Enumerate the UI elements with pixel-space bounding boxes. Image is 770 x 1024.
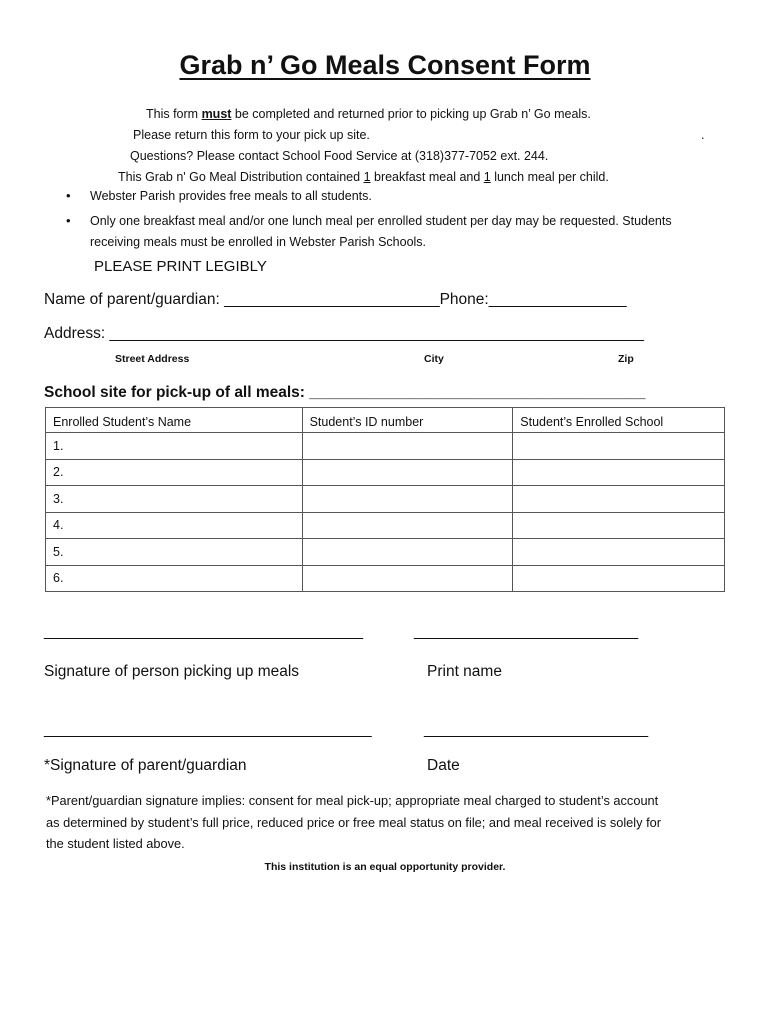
footnote-line-3: the student listed above. (46, 836, 185, 851)
enrolled-school-cell[interactable] (513, 433, 725, 460)
footnote-line-1: *Parent/guardian signature implies: consent for meal pick-up; appropriate meal charged to student’s account (46, 793, 659, 808)
enrolled-school-cell[interactable] (513, 565, 725, 592)
signature-pickup-label: Signature of person picking up meals (44, 663, 300, 680)
student-id-cell[interactable] (302, 459, 513, 486)
header-student-name: Enrolled Student’s Name (46, 408, 303, 433)
enrolled-school-cell[interactable] (513, 512, 725, 539)
intro-line-4-num1: 1 (363, 170, 371, 184)
bullet-item-2: Only one breakfast meal and/or one lunch meal per enrolled student per day may be requested. Students (90, 214, 672, 228)
intro-line-2: Please return this form to your pick up site. (133, 128, 370, 142)
address-field[interactable]: Address: ______________________________________________________________ (44, 325, 644, 342)
row-number-cell[interactable]: 6. (46, 565, 303, 592)
date-label: Date (427, 757, 460, 774)
equal-opportunity-statement: This institution is an equal opportunity provider. (264, 861, 506, 873)
table-row (46, 512, 725, 539)
bullet-item-1: Webster Parish provides free meals to all students. (90, 189, 372, 203)
enrolled-school-cell[interactable] (513, 486, 725, 513)
bullet-glyph-1: • (66, 188, 71, 203)
enrolled-school-cell[interactable] (513, 539, 725, 566)
address-zip-label: Zip (618, 353, 634, 365)
student-table (45, 407, 725, 592)
student-id-cell[interactable] (302, 433, 513, 460)
header-enrolled-school: Student’s Enrolled School (513, 408, 725, 433)
signature-pickup-line[interactable]: _____________________________________ (44, 623, 363, 640)
row-number-cell[interactable]: 5. (46, 539, 303, 566)
row-number-cell[interactable]: 4. (46, 512, 303, 539)
parent-name-phone-field[interactable]: Name of parent/guardian: _________________________Phone:________________ (44, 291, 627, 308)
bullet-item-2-cont: receiving meals must be enrolled in Webster Parish Schools. (90, 235, 427, 249)
student-id-cell[interactable] (302, 565, 513, 592)
row-number-cell[interactable]: 1. (46, 433, 303, 460)
row-number-cell[interactable]: 3. (46, 486, 303, 513)
school-site-field[interactable]: School site for pick-up of all meals: _______________________________________ (44, 384, 646, 401)
address-city-label: City (424, 353, 444, 365)
signature-parent-label: *Signature of parent/guardian (44, 757, 247, 774)
student-id-cell[interactable] (302, 539, 513, 566)
bullet-glyph-2: • (66, 213, 71, 228)
intro-line-1-emphasis: must (201, 107, 232, 121)
student-id-cell[interactable] (302, 512, 513, 539)
intro-line-4 (118, 170, 609, 184)
table-row (46, 459, 725, 486)
table-row (46, 433, 725, 460)
row-number-cell[interactable]: 2. (46, 459, 303, 486)
address-street-label: Street Address (115, 353, 190, 365)
student-id-cell[interactable] (302, 486, 513, 513)
header-student-id: Student’s ID number (302, 408, 513, 433)
signature-parent-line[interactable]: ______________________________________ (44, 721, 372, 738)
table-row (46, 539, 725, 566)
intro-line-2-trailing: . (701, 128, 705, 142)
print-legibly-note: PLEASE PRINT LEGIBLY (94, 258, 267, 275)
intro-line-1 (146, 107, 591, 121)
intro-line-4-num2: 1 (483, 170, 491, 184)
date-line[interactable]: __________________________ (424, 721, 649, 738)
table-header-row (46, 408, 725, 433)
intro-line-4-pre: This Grab n' Go Meal Distribution contained (118, 170, 364, 184)
print-name-label: Print name (427, 663, 502, 680)
table-row (46, 486, 725, 513)
intro-line-4-mid: breakfast meal and (370, 170, 484, 184)
enrolled-school-cell[interactable] (513, 459, 725, 486)
print-name-line[interactable]: __________________________ (414, 623, 639, 640)
intro-line-1-post: be completed and returned prior to picking up Grab n’ Go meals. (231, 107, 591, 121)
intro-line-1-pre: This form (146, 107, 202, 121)
footnote-line-2: as determined by student’s full price, reduced price or free meal status on file; and meal received is solely for (46, 815, 662, 830)
table-row (46, 565, 725, 592)
intro-line-4-post: lunch meal per child. (490, 170, 609, 184)
intro-line-3: Questions? Please contact School Food Service at (318)377-7052 ext. 244. (130, 149, 549, 163)
form-title: Grab n’ Go Meals Consent Form (179, 50, 591, 80)
